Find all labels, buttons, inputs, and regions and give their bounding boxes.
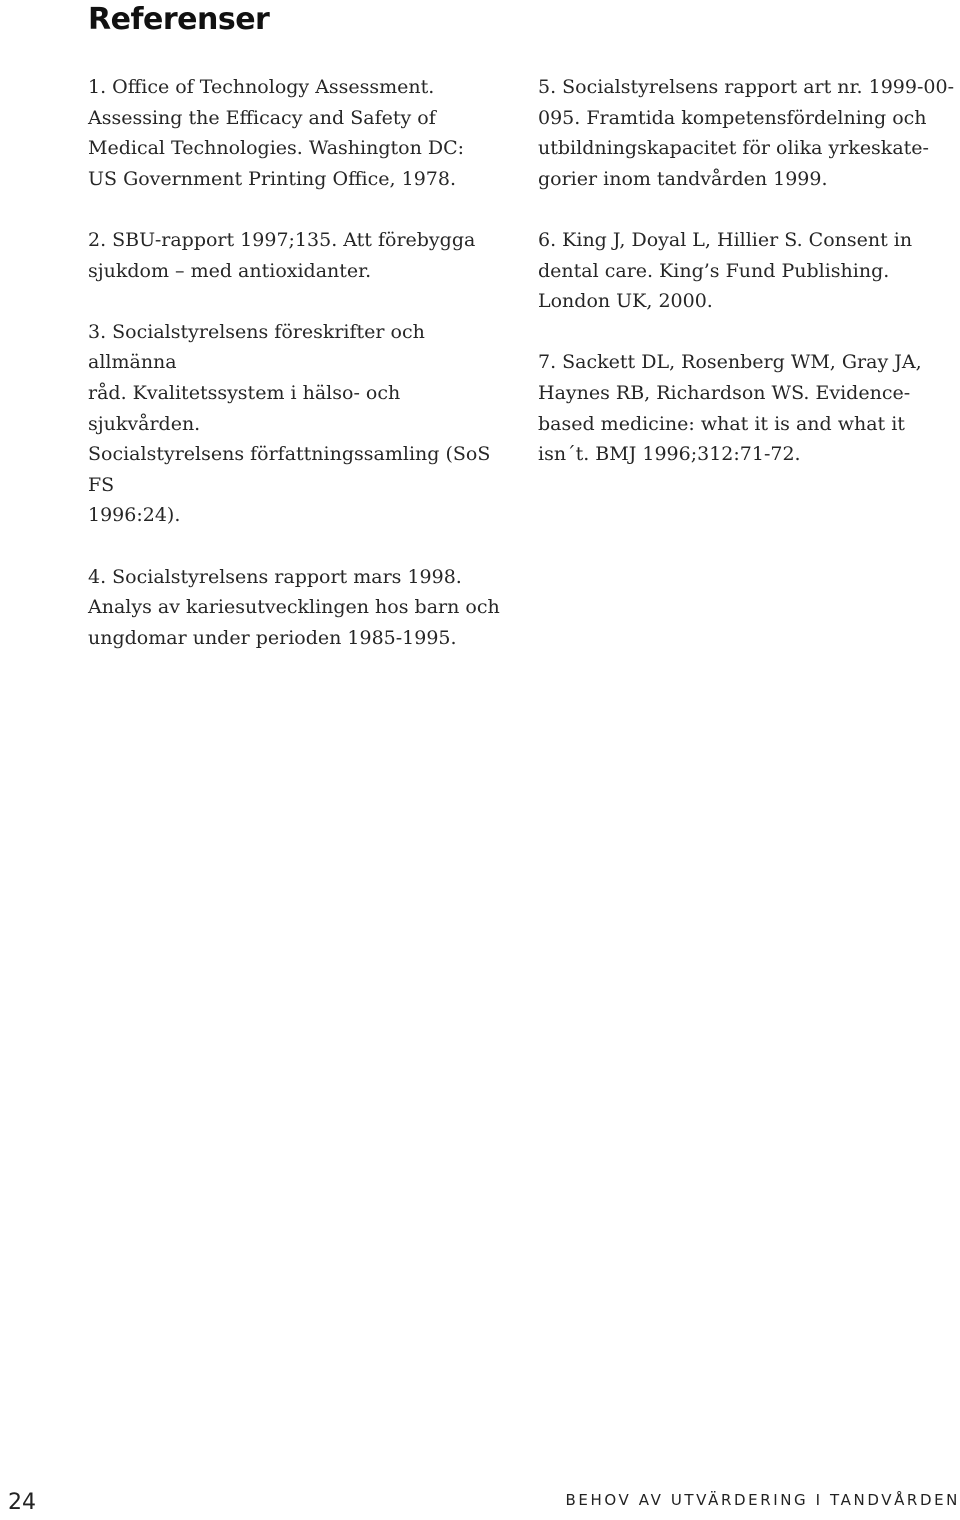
reference-line: sjukdom – med antioxidanter. [88, 259, 372, 282]
reference-line: 3. Socialstyrelsens föreskrifter och allmänna [88, 320, 425, 374]
reference-item-7 [538, 347, 958, 469]
reference-item-5 [538, 72, 958, 194]
reference-line: isn´t. BMJ 1996;312:71-72. [538, 443, 801, 466]
reference-line: Analys av kariesutvecklingen hos barn och [88, 596, 500, 619]
reference-item-2 [88, 225, 508, 286]
reference-line: Assessing the Efficacy and Safety of [88, 106, 436, 129]
reference-line: 7. Sackett DL, Rosenberg WM, Gray JA, [538, 351, 922, 374]
reference-item-1 [88, 72, 508, 194]
reference-line: 095. Framtida kompetensfördelning och [538, 106, 927, 129]
reference-line: 1996:24). [88, 504, 181, 527]
references-right-column [538, 72, 958, 470]
reference-line: råd. Kvalitetssystem i hälso- och sjukvården. [88, 381, 401, 435]
reference-line: 5. Socialstyrelsens rapport art nr. 1999-00- [538, 76, 954, 98]
reference-line: ungdomar under perioden 1985-1995. [88, 626, 457, 649]
reference-line: London UK, 2000. [538, 290, 713, 313]
running-title: BEHOV AV UTVÄRDERING I TANDVÅRDEN [565, 1491, 960, 1509]
reference-line: Haynes RB, Richardson WS. Evidence- [538, 381, 911, 404]
reference-line: Medical Technologies. Washington DC: [88, 137, 465, 160]
reference-item-4 [88, 562, 508, 654]
reference-item-3 [88, 317, 508, 531]
page-number: 24 [8, 1490, 36, 1515]
reference-line: Socialstyrelsens författningssamling (SoS FS [88, 443, 491, 496]
reference-line: 4. Socialstyrelsens rapport mars 1998. [88, 565, 462, 588]
reference-line: 2. SBU-rapport 1997;135. Att förebygga [88, 228, 476, 251]
reference-line: based medicine: what it is and what it [538, 412, 905, 435]
reference-item-6 [538, 225, 958, 317]
reference-line: US Government Printing Office, 1978. [88, 167, 456, 190]
reference-line: 1. Office of Technology Assessment. [88, 76, 435, 98]
page-heading: Referenser [88, 2, 270, 37]
references-left-column [88, 72, 508, 653]
reference-line: utbildningskapacitet för olika yrkeskate- [538, 137, 929, 160]
reference-line: dental care. King’s Fund Publishing. [538, 259, 890, 282]
reference-line: 6. King J, Doyal L, Hillier S. Consent in [538, 228, 913, 251]
reference-line: gorier inom tandvården 1999. [538, 167, 828, 190]
